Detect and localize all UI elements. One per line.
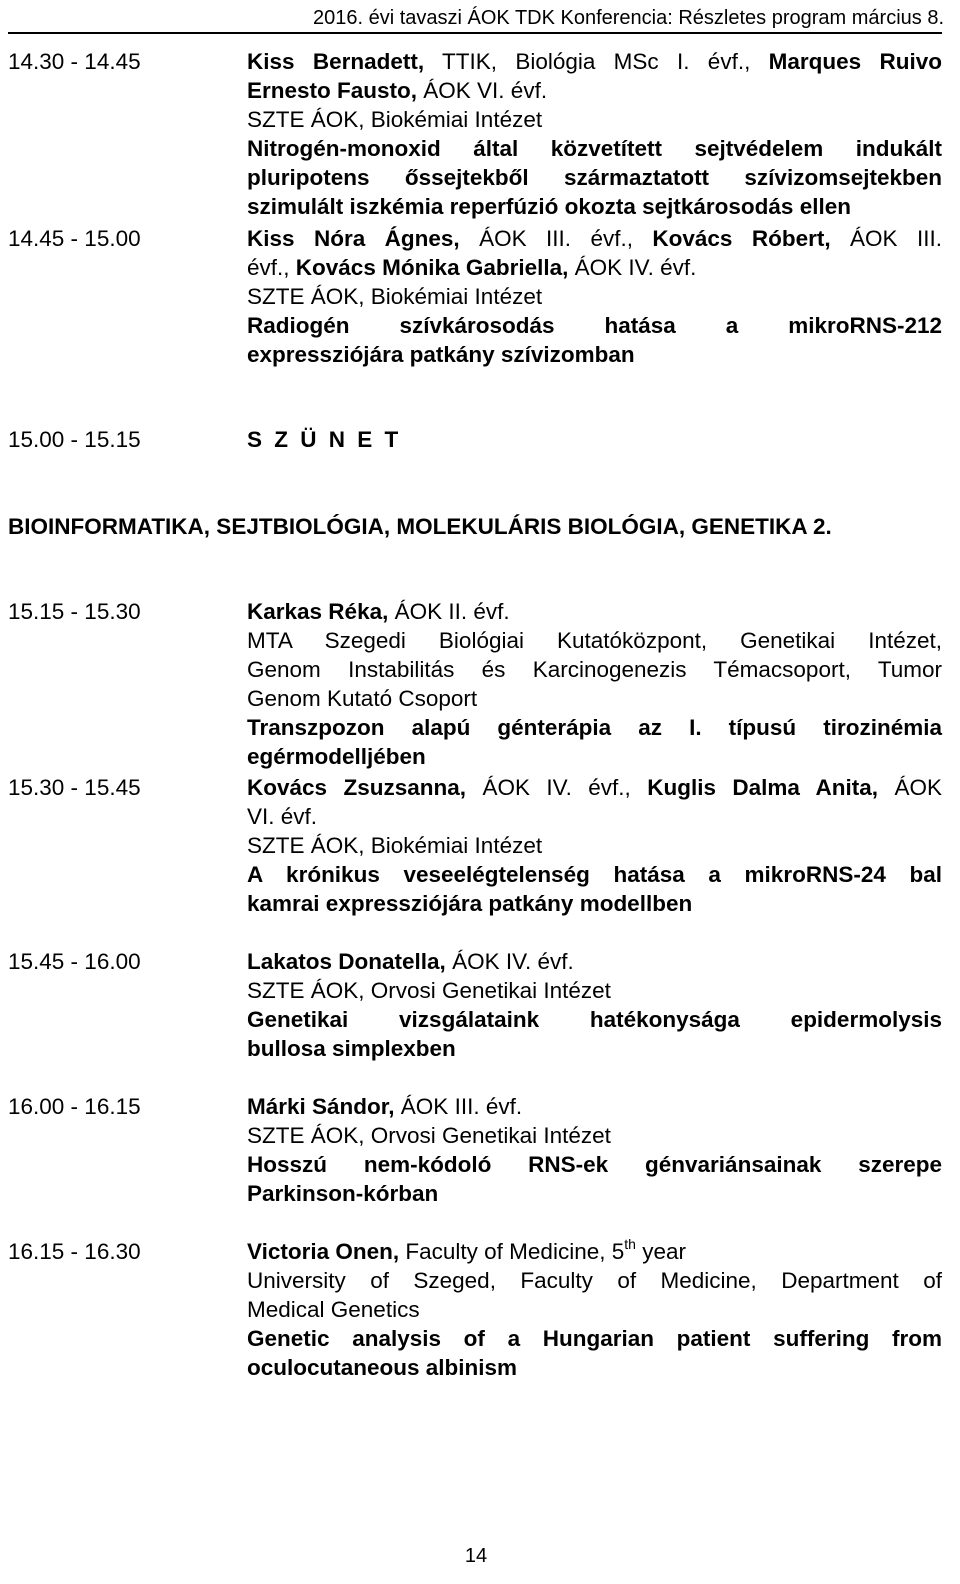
talk-title: Hosszú nem-kódoló RNS-ek génvariánsainak szerepe bbox=[247, 1152, 942, 1177]
break-label: S Z Ü N E T bbox=[247, 427, 402, 452]
entry-time: 14.45 - 15.00 bbox=[8, 226, 141, 251]
section-heading: BIOINFORMATIKA, SEJTBIOLÓGIA, MOLEKULÁRIS BIOLÓGIA, GENETIKA 2. bbox=[8, 514, 832, 539]
institute: Genom Kutató Csoport bbox=[247, 686, 478, 711]
author-affiliation: ÁOK III. bbox=[830, 226, 942, 251]
author-affiliation: ÁOK IV. évf. bbox=[568, 255, 697, 280]
talk-title: expressziójára patkány szívizomban bbox=[247, 342, 635, 367]
entry-time: 15.30 - 15.45 bbox=[8, 775, 141, 800]
page-number: 14 bbox=[464, 1545, 488, 1567]
entry-time: 16.00 - 16.15 bbox=[8, 1094, 141, 1119]
author-affiliation: ÁOK IV. évf., bbox=[466, 775, 631, 800]
institute: MTA Szegedi Biológiai Kutatóközpont, Genetikai Intézet, bbox=[247, 628, 942, 653]
talk-title: oculocutaneous albinism bbox=[247, 1355, 518, 1380]
talk-title: pluripotens őssejtekből származtatott szívizomsejtekben bbox=[247, 165, 942, 190]
institute: SZTE ÁOK, Biokémiai Intézet bbox=[247, 107, 543, 132]
author-name: Kiss Bernadett, bbox=[247, 49, 425, 74]
entry-time: 16.15 - 16.30 bbox=[8, 1239, 141, 1264]
talk-title: Radiogén szívkárosodás hatása a mikroRNS-212 bbox=[247, 313, 942, 338]
entry-time: 15.15 - 15.30 bbox=[8, 599, 141, 624]
talk-title: A krónikus veseelégtelenség hatása a mikroRNS-24 bal bbox=[247, 862, 942, 887]
talk-title: Parkinson-kórban bbox=[247, 1181, 439, 1206]
entry-time: 14.30 - 14.45 bbox=[8, 49, 141, 74]
author-affiliation: ÁOK bbox=[878, 775, 942, 800]
author-name: Márki Sándor, bbox=[247, 1094, 395, 1119]
institute: Genom Instabilitás és Karcinogenezis Témacsoport, Tumor bbox=[247, 657, 942, 682]
talk-title: Nitrogén-monoxid által közvetített sejtvédelem indukált bbox=[247, 136, 942, 161]
author-name: Lakatos Donatella, bbox=[247, 949, 446, 974]
institute: SZTE ÁOK, Orvosi Genetikai Intézet bbox=[247, 1123, 611, 1148]
author-name: Kovács Zsuzsanna, bbox=[247, 775, 467, 800]
author-affiliation: year bbox=[635, 1239, 686, 1264]
author-name: Kiss Nóra Ágnes, bbox=[247, 226, 460, 251]
talk-title: szimulált iszkémia reperfúzió okozta sejtkárosodás ellen bbox=[247, 194, 851, 219]
author-affiliation: évf., bbox=[247, 255, 290, 280]
entry-time: 15.00 - 15.15 bbox=[8, 427, 141, 452]
author-affiliation: VI. évf. bbox=[247, 804, 318, 829]
author-affiliation: ÁOK III. évf. bbox=[394, 1094, 523, 1119]
author-name: Kovács Róbert, bbox=[632, 226, 831, 251]
header-divider bbox=[8, 32, 942, 34]
institute: Medical Genetics bbox=[247, 1297, 420, 1322]
author-affiliation: ÁOK II. évf. bbox=[388, 599, 510, 624]
author-name: Victoria Onen, bbox=[247, 1239, 400, 1264]
author-affiliation: Faculty of Medicine, 5 bbox=[399, 1239, 625, 1264]
author-name: Karkas Réka, bbox=[247, 599, 389, 624]
author-name: Ernesto Fausto, bbox=[247, 78, 418, 103]
talk-title: Transzpozon alapú génterápia az I. típusú tirozinémia bbox=[247, 715, 942, 740]
talk-title: kamrai expressziójára patkány modellben bbox=[247, 891, 693, 916]
author-affiliation: ÁOK III. évf., bbox=[459, 226, 633, 251]
talk-title: Genetikai vizsgálataink hatékonysága epidermolysis bbox=[247, 1007, 942, 1032]
institute: University of Szeged, Faculty of Medicine, Department of bbox=[247, 1268, 942, 1293]
entry-time: 15.45 - 16.00 bbox=[8, 949, 141, 974]
ordinal-suffix: th bbox=[624, 1236, 636, 1252]
talk-title: bullosa simplexben bbox=[247, 1036, 456, 1061]
institute: SZTE ÁOK, Biokémiai Intézet bbox=[247, 284, 543, 309]
page-header: 2016. évi tavaszi ÁOK TDK Konferencia: Részletes program március 8. bbox=[312, 7, 944, 29]
author-name: Kovács Mónika Gabriella, bbox=[289, 255, 569, 280]
author-affiliation: ÁOK VI. évf. bbox=[417, 78, 548, 103]
talk-title: Genetic analysis of a Hungarian patient suffering from bbox=[247, 1326, 942, 1351]
institute: SZTE ÁOK, Biokémiai Intézet bbox=[247, 833, 543, 858]
author-affiliation: ÁOK IV. évf. bbox=[445, 949, 574, 974]
author-affiliation: TTIK, Biológia MSc I. évf., bbox=[424, 49, 751, 74]
institute: SZTE ÁOK, Orvosi Genetikai Intézet bbox=[247, 978, 611, 1003]
talk-title: egérmodelljében bbox=[247, 744, 426, 769]
author-name: Kuglis Dalma Anita, bbox=[630, 775, 879, 800]
author-name: Marques Ruivo bbox=[750, 49, 942, 74]
